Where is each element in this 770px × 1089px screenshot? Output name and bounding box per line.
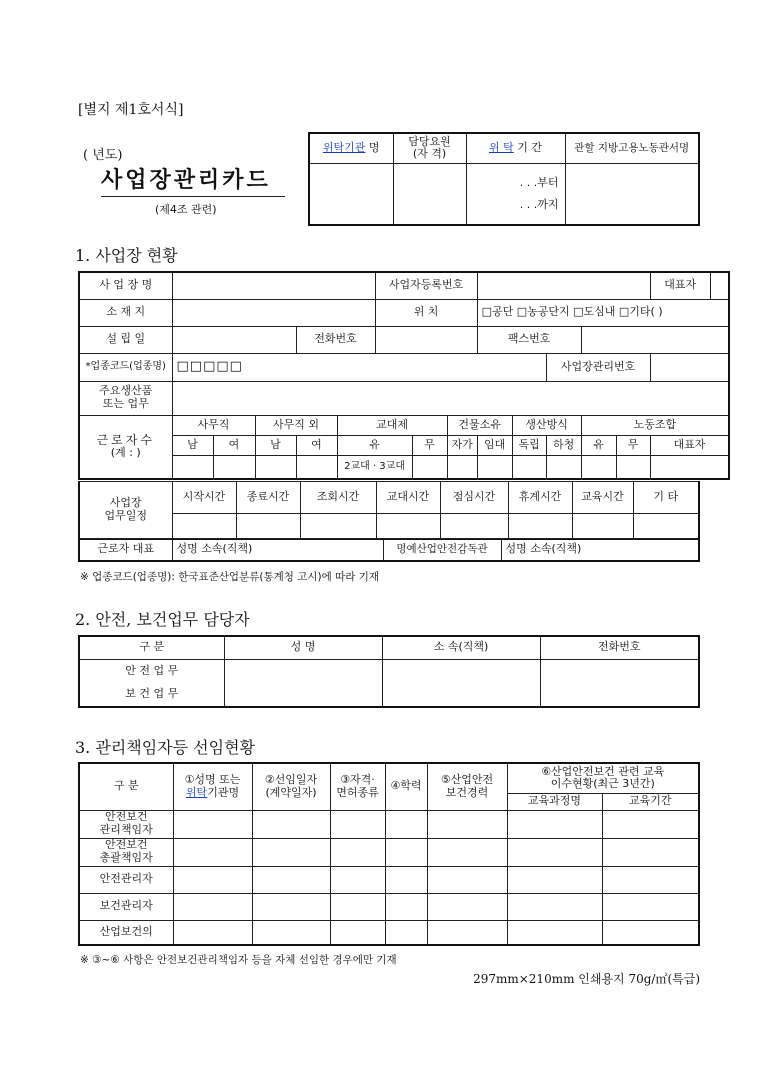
staff-name-input[interactable]	[224, 659, 382, 707]
production-sub: 하청	[546, 435, 581, 455]
worker-rep-table	[78, 538, 700, 562]
office-male: 남	[172, 435, 213, 455]
building-own-input[interactable]	[447, 455, 477, 479]
fax-label: 팩스번호	[477, 326, 581, 353]
cell[interactable]	[330, 920, 385, 945]
mgmt-no-input[interactable]	[650, 353, 729, 381]
office-male-input[interactable]	[172, 455, 213, 479]
course-name-header: 교육과정명	[507, 793, 602, 810]
worker-rep-input[interactable]: 성명 소속(직책)	[172, 539, 383, 561]
agency-value[interactable]	[309, 163, 393, 225]
title-underline	[101, 196, 285, 197]
mgmt-no-label: 사업장관리번호	[546, 353, 650, 381]
education-header: ④학력	[385, 763, 427, 810]
building-header: 건물소유	[447, 415, 512, 435]
training-time-input[interactable]	[572, 514, 633, 539]
ceo-label: 대표자	[650, 272, 710, 299]
office-value[interactable]	[565, 163, 699, 225]
business-status-table	[78, 271, 730, 480]
other-header: 기 타	[633, 482, 699, 514]
row-label-safety-health-manager: 안전보건 관리책임자	[79, 810, 173, 838]
cell[interactable]	[427, 866, 507, 893]
training-time-header: 교육시간	[572, 482, 633, 514]
category-col-header: 구 분	[79, 763, 173, 810]
cell[interactable]	[427, 810, 507, 838]
other-input[interactable]	[633, 514, 699, 539]
cell[interactable]	[330, 893, 385, 920]
cell[interactable]	[173, 866, 252, 893]
production-indep: 독립	[512, 435, 546, 455]
course-period-header: 교육기간	[602, 793, 699, 810]
cell[interactable]	[602, 810, 699, 838]
office-female: 여	[213, 435, 255, 455]
union-no: 무	[616, 435, 650, 455]
cell[interactable]	[173, 893, 252, 920]
lunch-time-header: 점심시간	[440, 482, 508, 514]
start-time-input[interactable]	[172, 514, 236, 539]
building-rent-input[interactable]	[477, 455, 512, 479]
industry-code-label: *업종코드(업종명)	[79, 353, 172, 381]
license-header: ③자격· 면허종류	[330, 763, 385, 810]
shift-no: 무	[412, 435, 447, 455]
cell[interactable]	[427, 893, 507, 920]
non-office-header: 사무직 외	[255, 415, 337, 435]
cell[interactable]	[507, 893, 602, 920]
ceo-input[interactable]	[710, 272, 729, 299]
shift-header: 교대제	[337, 415, 447, 435]
founded-input[interactable]	[172, 326, 296, 353]
shift-type[interactable]: 2교대 · 3교대	[337, 455, 412, 479]
location-options[interactable]: □공단 □농공단지 □도심내 □기타( )	[477, 299, 729, 326]
schedule-label: 사업장 업무일정	[79, 482, 172, 539]
cell[interactable]	[385, 920, 427, 945]
honorary-inspector-input[interactable]: 성명 소속(직책)	[501, 539, 699, 561]
safety-duty-label: 안 전 업 무	[79, 659, 224, 683]
office-header: 관할 지방고용노동관서명	[565, 133, 699, 163]
union-rep: 대표자	[650, 435, 729, 455]
address-input[interactable]	[172, 299, 375, 326]
reg-no-input[interactable]	[477, 272, 650, 299]
row-label-health-manager: 보건관리자	[79, 893, 173, 920]
cell[interactable]	[507, 810, 602, 838]
union-rep-input[interactable]	[650, 455, 729, 479]
office-female-input[interactable]	[213, 455, 255, 479]
cell[interactable]	[385, 866, 427, 893]
reg-no-label: 사업자등록번호	[375, 272, 477, 299]
name-header: 성 명	[224, 636, 382, 659]
lunch-time-input[interactable]	[440, 514, 508, 539]
industry-code-input[interactable]: □□□□□	[172, 353, 546, 381]
cell[interactable]	[252, 920, 330, 945]
start-time-header: 시작시간	[172, 482, 236, 514]
cell[interactable]	[252, 866, 330, 893]
address-label: 소 재 지	[79, 299, 172, 326]
honorary-inspector-label: 명예산업안전감독관	[383, 539, 501, 561]
location-label: 위 치	[375, 299, 477, 326]
shift-time-input[interactable]	[376, 514, 440, 539]
founded-label: 설 립 일	[79, 326, 172, 353]
phone-input[interactable]	[375, 326, 477, 353]
staff-affiliation-input[interactable]	[382, 659, 540, 707]
paper-spec-footer: 297mm×210mm 인쇄용지 70g/㎡(특급)	[473, 972, 700, 986]
phone-header: 전화번호	[540, 636, 699, 659]
business-name-label: 사 업 장 명	[79, 272, 172, 299]
schedule-table	[78, 481, 700, 540]
cell[interactable]	[427, 838, 507, 866]
agency-table	[308, 132, 700, 226]
morning-meeting-header: 조회시간	[300, 482, 376, 514]
union-no-input[interactable]	[616, 455, 650, 479]
year-field: ( 년도)	[83, 148, 123, 163]
office-workers-header: 사무직	[172, 415, 255, 435]
cell[interactable]	[173, 838, 252, 866]
cell[interactable]	[602, 920, 699, 945]
nonoffice-male: 남	[255, 435, 296, 455]
form-label: [별지 제1호서식]	[78, 102, 184, 118]
cell[interactable]	[252, 810, 330, 838]
cell[interactable]	[507, 866, 602, 893]
section1-title: 1. 사업장 현황	[75, 246, 178, 265]
row-label-safety-manager: 안전관리자	[79, 866, 173, 893]
cell[interactable]	[602, 838, 699, 866]
break-time-input[interactable]	[508, 514, 572, 539]
break-time-header: 휴계시간	[508, 482, 572, 514]
manager-note: ※ ③~⑥ 사항은 안전보건관리책임자 등을 자체 선임한 경우에만 기재	[80, 954, 397, 966]
name-col-header: ①성명 또는 위탁기관명	[173, 763, 252, 810]
shift-time-header: 교대시간	[376, 482, 440, 514]
career-header: ⑤산업안전 보건경력	[427, 763, 507, 810]
morning-meeting-input[interactable]	[300, 514, 376, 539]
appoint-date-header: ②선임일자 (계약일자)	[252, 763, 330, 810]
union-yes: 유	[581, 435, 616, 455]
nonoffice-female-input[interactable]	[296, 455, 337, 479]
staff-phone-input[interactable]	[540, 659, 699, 707]
union-header: 노동조합	[581, 415, 729, 435]
cell[interactable]	[507, 838, 602, 866]
manager-table	[78, 762, 700, 946]
row-label-general-manager: 안전보건 총괄책임자	[79, 838, 173, 866]
period-header: 위 탁 기 간	[466, 133, 565, 163]
fax-input[interactable]	[581, 326, 729, 353]
staff-header: 담당요원 (자 격)	[393, 133, 466, 163]
business-name-input[interactable]	[172, 272, 375, 299]
production-indep-input[interactable]	[512, 455, 546, 479]
cell[interactable]	[385, 838, 427, 866]
cell[interactable]	[602, 893, 699, 920]
cell[interactable]	[252, 838, 330, 866]
production-sub-input[interactable]	[546, 455, 581, 479]
row-label-occupational-physician: 산업보건의	[79, 920, 173, 945]
staff-table	[78, 635, 700, 708]
union-yes-input[interactable]	[581, 455, 616, 479]
page-title: 사업장관리카드	[101, 168, 271, 193]
shift-yes: 유	[337, 435, 412, 455]
worker-rep-label: 근로자 대표	[79, 539, 172, 561]
affiliation-header: 소 속(직책)	[382, 636, 540, 659]
section2-title: 2. 안전, 보건업무 담당자	[75, 610, 250, 629]
cell[interactable]	[602, 866, 699, 893]
cell[interactable]	[385, 810, 427, 838]
nonoffice-male-input[interactable]	[255, 455, 296, 479]
phone-label: 전화번호	[296, 326, 375, 353]
cell[interactable]	[330, 810, 385, 838]
building-rent: 임대	[477, 435, 512, 455]
cell[interactable]	[427, 920, 507, 945]
products-input[interactable]	[172, 381, 729, 415]
cell[interactable]	[507, 920, 602, 945]
cell[interactable]	[385, 893, 427, 920]
section3-title: 3. 관리책임자등 선임현황	[75, 738, 255, 757]
training-history-header: ⑥산업안전보건 관련 교육 이수현황(최근 3년간)	[507, 763, 699, 793]
cell[interactable]	[330, 838, 385, 866]
page-subtitle: (제4조 관련)	[155, 203, 217, 216]
building-own: 자가	[447, 435, 477, 455]
cell[interactable]	[173, 810, 252, 838]
cell[interactable]	[330, 866, 385, 893]
period-value[interactable]: . . .부터 . . .까지	[466, 163, 565, 225]
agency-header: 위탁기관 명	[309, 133, 393, 163]
category-header: 구 분	[79, 636, 224, 659]
end-time-header: 종료시간	[236, 482, 300, 514]
products-label: 주요생산품 또는 업무	[79, 381, 172, 415]
production-header: 생산방식	[512, 415, 581, 435]
shift-no-input[interactable]	[412, 455, 447, 479]
staff-value[interactable]	[393, 163, 466, 225]
cell[interactable]	[173, 920, 252, 945]
industry-code-note: ※ 업종코드(업종명): 한국표준산업분류(통계청 고시)에 따라 기재	[80, 571, 379, 583]
health-duty-label: 보 건 업 무	[79, 683, 224, 707]
workers-label: 근로자수 (계 : )	[79, 415, 172, 479]
cell[interactable]	[252, 893, 330, 920]
nonoffice-female: 여	[296, 435, 337, 455]
end-time-input[interactable]	[236, 514, 300, 539]
